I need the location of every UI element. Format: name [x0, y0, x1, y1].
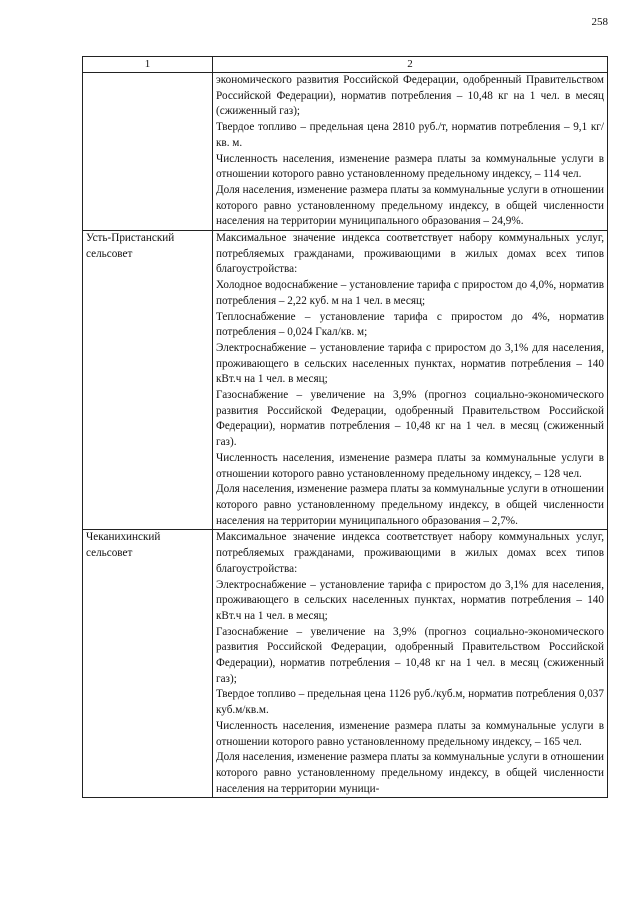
paragraph: Электроснабжение – установление тарифа с приростом до 3,1% для населения, проживающего в сельских населенных пунктах, норматив потребления – 140 кВт.ч на 1 чел. в месяц; [216, 578, 604, 622]
column-header-1: 1 [83, 57, 213, 73]
municipality-name: Усть-Пристанский сельсовет [83, 231, 213, 530]
paragraph: Холодное водоснабжение – установление тарифа с приростом до 4,0%, норматив потребления – 2,22 куб. м на 1 чел. в месяц; [216, 279, 604, 307]
paragraph: Численность населения, изменение размера платы за коммунальные услуги в отношении которого равно установленному предельному индексу, – 128 чел. [216, 451, 604, 480]
paragraph: экономического развития Российской Федерации, одобренный Правительством Российской Федерации), норматив потребления – 10,48 кг на 1 чел. в месяц (сжиженный газ); [216, 74, 604, 118]
paragraph: Газоснабжение – увеличение на 3,9% (прогноз социально-экономического развития Российской Федерации, одобренный Правительством Российской Федерации), норматив потребления – 10,48 кг на 1 чел. в месяц (сжиженный газ). [216, 389, 604, 449]
paragraph: Численность населения, изменение размера платы за коммунальные услуги в отношении которого равно установленному предельному индексу, – 114 чел. [216, 152, 604, 181]
table-row [83, 231, 608, 530]
municipality-name: Чеканихинский сельсовет [83, 530, 213, 798]
paragraph: Твердое топливо – предельная цена 2810 руб./т, норматив потребления – 9,1 кг/кв. м. [216, 121, 604, 149]
paragraph: Доля населения, изменение размера платы за коммунальные услуги в отношении которого равно установленному предельному индексу, в общей численности населения на территории муници- [216, 751, 604, 795]
description-cell [213, 73, 608, 231]
paragraph: Твердое топливо – предельная цена 1126 руб./куб.м, норматив потребления 0,037 куб.м/кв.м. [216, 688, 604, 717]
page-number: 258 [591, 16, 608, 28]
paragraph: Максимальное значение индекса соответствует набору коммунальных услуг, потребляемых гражданами, проживающими в жилых домах всех типов благоустройства: [216, 531, 604, 575]
paragraph: Теплоснабжение – установление тарифа с приростом до 4%, норматив потребления – 0,024 Гкал/кв. м; [216, 310, 604, 339]
description-cell [213, 530, 608, 798]
paragraph: Численность населения, изменение размера платы за коммунальные услуги в отношении которого равно установленному предельному индексу, – 165 чел. [216, 719, 604, 748]
paragraph: Электроснабжение – установление тарифа с приростом до 3,1% для населения, проживающего в сельских населенных пунктах, норматив потребления – 140 кВт.ч на 1 чел. в месяц; [216, 341, 604, 386]
paragraph: Доля населения, изменение размера платы за коммунальные услуги в отношении которого равно установленному предельному индексу, в общей численности населения на территории муниципального образования – 2,7%. [216, 483, 604, 527]
column-header-2: 2 [213, 57, 608, 73]
table-row [83, 530, 608, 798]
paragraph: Максимальное значение индекса соответствует набору коммунальных услуг, потребляемых гражданами, проживающими в жилых домах всех типов благоустройства: [216, 232, 604, 276]
municipality-name [83, 73, 213, 231]
table-row [83, 73, 608, 231]
document-table [82, 56, 608, 798]
paragraph: Доля населения, изменение размера платы за коммунальные услуги в отношении которого равно установленному предельному индексу, в общей численности населения на территории муниципального образования – 24,9%. [216, 183, 604, 228]
description-cell [213, 231, 608, 530]
table-header-row [83, 57, 608, 73]
paragraph: Газоснабжение – увеличение на 3,9% (прогноз социально-экономического развития Российской Федерации, одобренный Правительством Российской Федерации), норматив потребления – 10,48 кг на 1 чел. в месяц (сжиженный газ); [216, 625, 604, 685]
